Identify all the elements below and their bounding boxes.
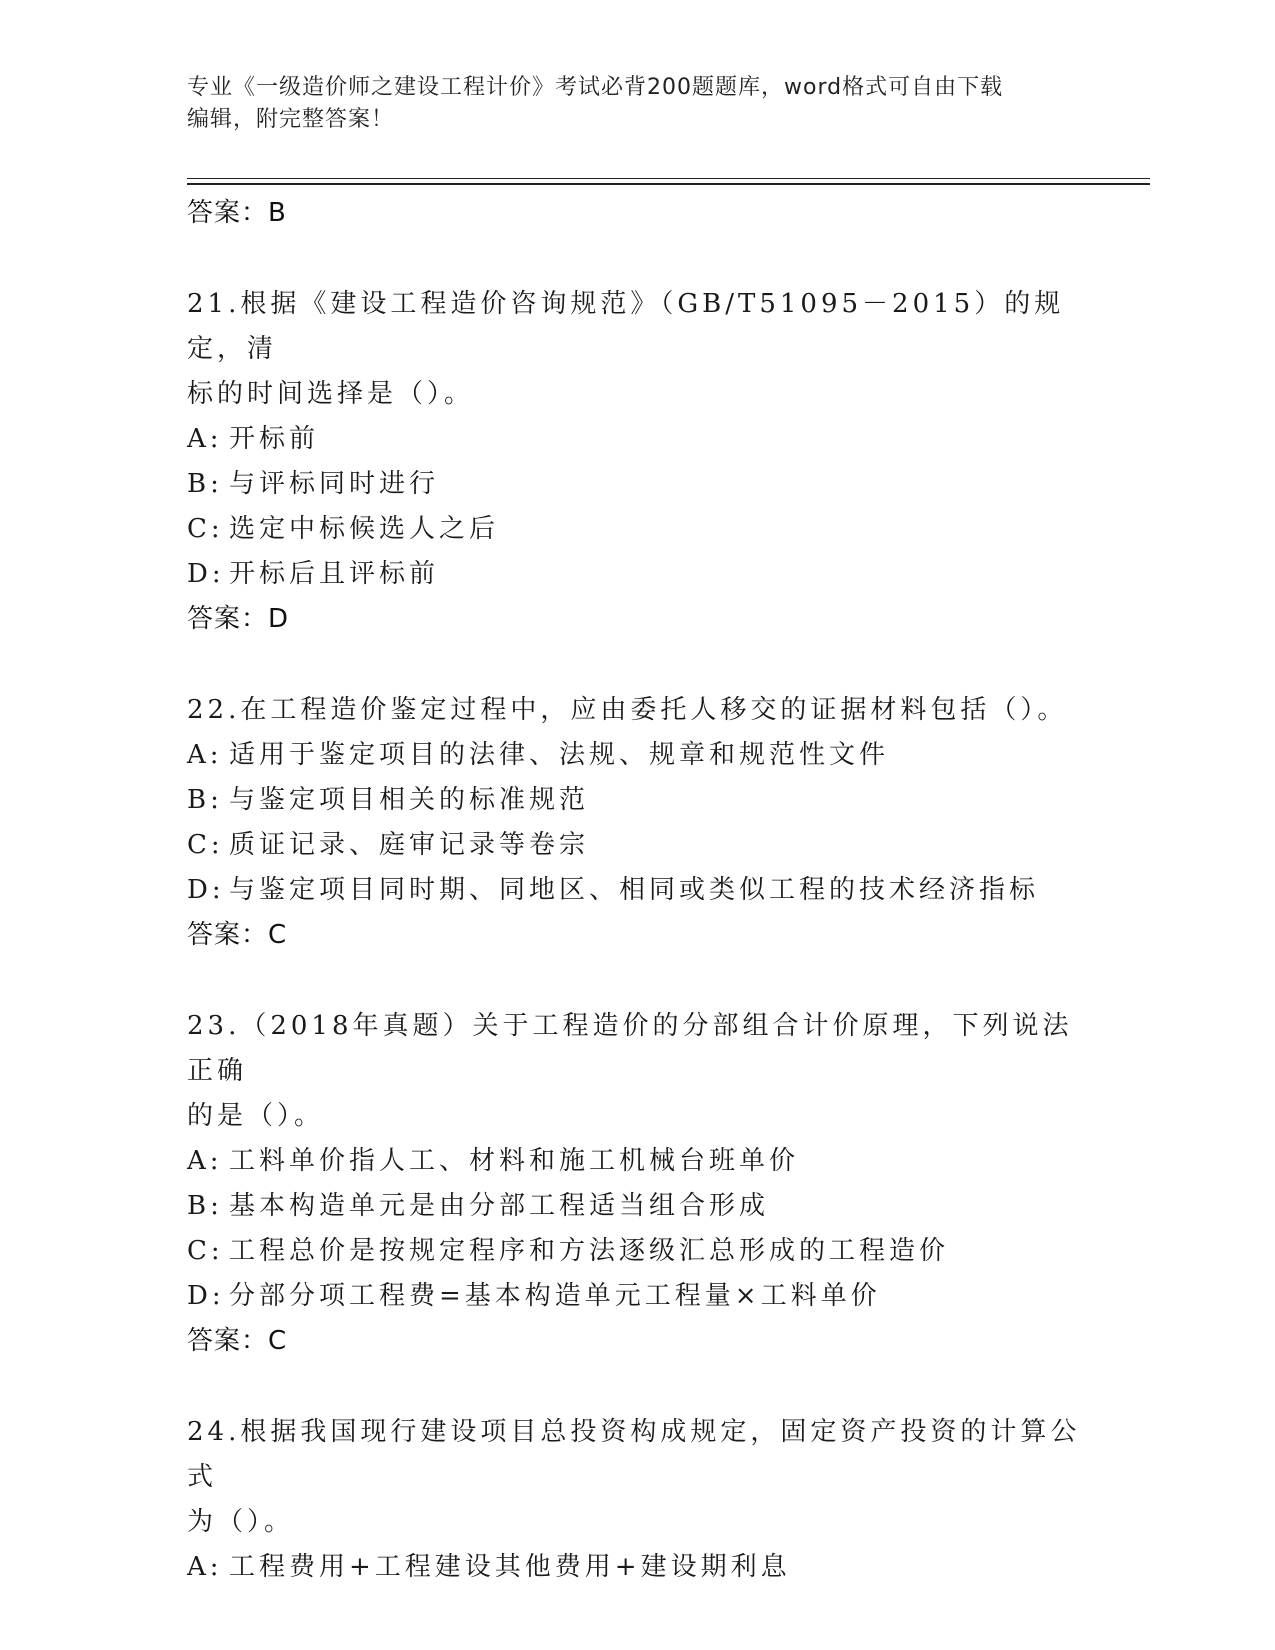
answer-line: 答案：B (187, 198, 287, 228)
option-a (187, 733, 1087, 778)
option-b (187, 462, 1087, 507)
option-c (187, 1229, 1087, 1274)
question-22 (187, 688, 1087, 958)
option-text: 与鉴定项目同时期、同地区、相同或类似工程的技术经济指标 (229, 875, 1040, 905)
option-key: C: (187, 514, 224, 544)
header-title-line-1: 专业《一级造价师之建设工程计价》考试必背200题题库，word格式可自由下载 (187, 75, 1004, 100)
option-key: A: (187, 424, 223, 454)
header-title-line-2: 编辑，附完整答案！ (187, 107, 395, 132)
question-stem: 21.根据《建设工程造价咨询规范》（GB/T51095－2015）的规定，清 (187, 289, 1065, 364)
option-text: 与鉴定项目相关的标准规范 (229, 785, 590, 815)
question-list (187, 186, 1087, 1590)
question-24 (187, 1410, 1087, 1590)
header-divider-thick (187, 183, 1150, 185)
question-stem: 的是（）。 (187, 1101, 325, 1131)
option-key: B: (187, 1191, 223, 1221)
question-stem: 标的时间选择是（）。 (187, 379, 475, 409)
option-key: C: (187, 830, 224, 860)
option-b (187, 778, 1087, 823)
option-text: 基本构造单元是由分部工程适当组合形成 (229, 1191, 770, 1221)
option-key: D: (187, 875, 225, 905)
option-text: 质证记录、庭审记录等卷宗 (229, 830, 590, 860)
option-text: 选定中标候选人之后 (229, 514, 500, 544)
option-key: D: (187, 559, 225, 589)
option-text: 工程总价是按规定程序和方法逐级汇总形成的工程造价 (229, 1236, 950, 1266)
answer-line: 答案：C (187, 1326, 288, 1356)
answer-line: 答案：D (187, 604, 290, 634)
option-text: 开标后且评标前 (229, 559, 440, 589)
option-d (187, 1274, 1087, 1319)
option-text: 工料单价指人工、材料和施工机械台班单价 (229, 1146, 800, 1176)
option-key: B: (187, 785, 223, 815)
option-key: D: (187, 1281, 225, 1311)
question-stem: 24.根据我国现行建设项目总投资构成规定，固定资产投资的计算公式 (187, 1417, 1081, 1492)
option-a (187, 417, 1087, 462)
question-21 (187, 282, 1087, 642)
header-divider (187, 178, 1150, 179)
option-text: 分部分项工程费=基本构造单元工程量×工料单价 (229, 1281, 881, 1311)
option-c (187, 507, 1087, 552)
option-text: 与评标同时进行 (229, 469, 440, 499)
question-stem: 为（）。 (187, 1507, 295, 1537)
option-key: A: (187, 1552, 223, 1582)
option-key: B: (187, 469, 223, 499)
page-header (187, 72, 1067, 136)
answer-line: 答案：C (187, 920, 288, 950)
option-c (187, 823, 1087, 868)
option-a (187, 1545, 1087, 1590)
option-text: 开标前 (229, 424, 320, 454)
option-text: 适用于鉴定项目的法律、法规、规章和规范性文件 (229, 740, 890, 770)
question-stem: 23.（2018年真题）关于工程造价的分部组合计价原理，下列说法正确 (187, 1011, 1073, 1086)
question-stem: 22.在工程造价鉴定过程中，应由委托人移交的证据材料包括（）。 (187, 695, 1068, 725)
option-key: A: (187, 740, 223, 770)
option-key: A: (187, 1146, 223, 1176)
option-d (187, 868, 1087, 913)
option-text: 工程费用+工程建设其他费用+建设期利息 (229, 1552, 791, 1582)
question-23 (187, 1004, 1087, 1364)
option-d (187, 552, 1087, 597)
option-a (187, 1139, 1087, 1184)
option-b (187, 1184, 1087, 1229)
option-key: C: (187, 1236, 224, 1266)
